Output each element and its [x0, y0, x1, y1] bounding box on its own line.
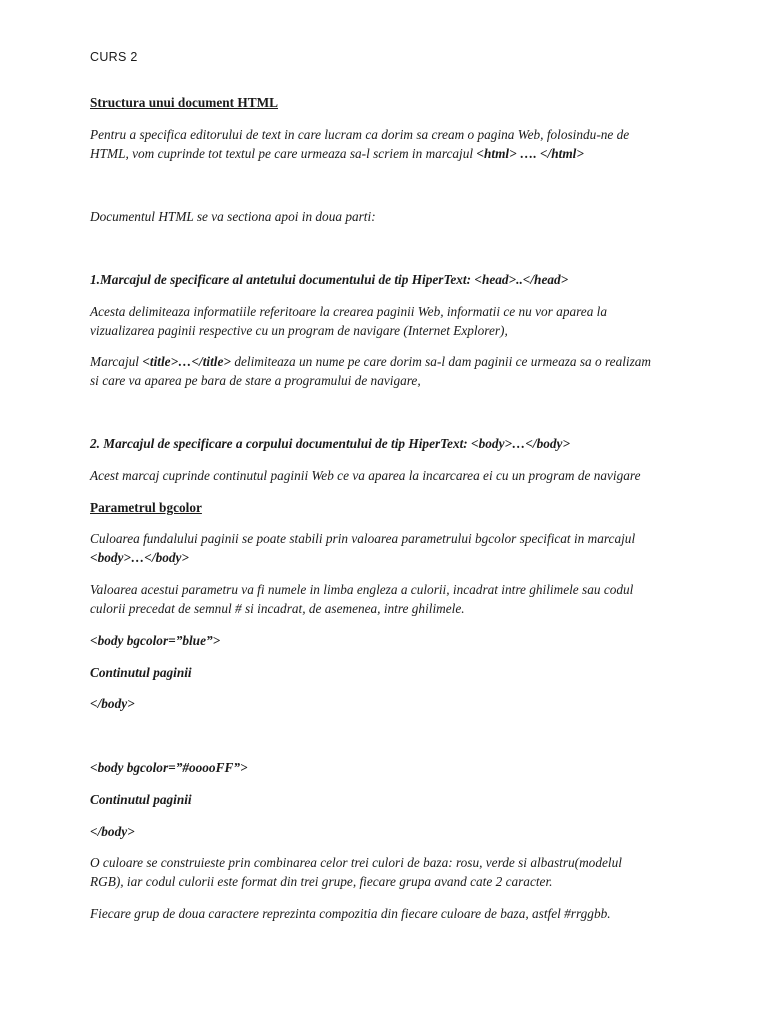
section2-p1: Acest marcaj cuprinde continutul paginii Web ce va aparea la incarcarea ei cu un program de navigare	[90, 468, 641, 483]
section1-p2-prefix: Marcajul	[90, 354, 143, 369]
intro-line-2-text: HTML, vom cuprinde tot textul pe care urmeaza sa-l scriem in marcajul	[90, 146, 474, 161]
section1-p2-line-2: si care va aparea pe bara de stare a programului de navigare,	[90, 373, 421, 388]
title-tag: <title>…</title>	[142, 354, 231, 369]
bgcolor-p2-line-2: culorii precedat de semnul # si incadrat, de asemenea, intre ghilimele.	[90, 601, 465, 616]
example1-content: Continutul paginii	[90, 665, 192, 680]
sectioning-text: Documentul HTML se va sectiona apoi in doua parti:	[90, 209, 376, 224]
example2-close-tag: </body>	[90, 824, 135, 839]
bgcolor-p1-line-2: <body>…</body>	[90, 550, 189, 565]
course-label: CURS 2	[90, 50, 138, 64]
section2-heading: 2. Marcajul de specificare a corpului documentului de tip HiperText: <body>…</body>	[90, 436, 571, 451]
bgcolor-p1-line-1: Culoarea fundalului paginii se poate stabili prin valoarea parametrului bgcolor specificat in marcajul	[90, 531, 636, 546]
intro-line-2	[90, 144, 584, 163]
document-title: Structura unui document HTML	[90, 95, 279, 110]
section1-p1-line-2: vizualizarea paginii respective cu un program de navigare (Internet Explorer),	[90, 323, 508, 338]
example1-close-tag: </body>	[90, 696, 135, 711]
section1-p2-line-1	[90, 352, 651, 371]
rgb-p1-line-1: O culoare se construieste prin combinarea celor trei culori de baza: rosu, verde si albastru(modelul	[90, 855, 622, 870]
intro-line-1: Pentru a specifica editorului de text in care lucram ca dorim sa cream o pagina Web, folosindu-ne de	[90, 127, 630, 142]
section1-p2-rest: delimiteaza un nume pe care dorim sa-l dam paginii ce urmeaza sa o realizam	[231, 354, 652, 369]
example2-content: Continutul paginii	[90, 792, 192, 807]
section1-p1-line-1: Acesta delimiteaza informatiile referitoare la crearea paginii Web, informatii ce nu vor aparea la	[90, 304, 608, 319]
rgb-p1-line-2: RGB), iar codul culorii este format din trei grupe, fiecare grupa avand cate 2 caracter.	[90, 874, 553, 889]
example1-open-tag: <body bgcolor=”blue”>	[90, 633, 221, 648]
bgcolor-heading: Parametrul bgcolor	[90, 500, 202, 515]
bgcolor-p2-line-1: Valoarea acestui parametru va fi numele in limba engleza a culorii, incadrat intre ghilimele sau codul	[90, 582, 634, 597]
intro-html-tag: <html> …. </html>	[473, 146, 584, 161]
example2-open-tag: <body bgcolor=”#ooooFF”>	[90, 760, 248, 775]
rgb-p2: Fiecare grup de doua caractere reprezinta compozitia din fiecare culoare de baza, astfel #rrggbb.	[90, 906, 611, 921]
section1-heading: 1.Marcajul de specificare al antetului documentului de tip HiperText: <head>..</head>	[90, 272, 569, 287]
